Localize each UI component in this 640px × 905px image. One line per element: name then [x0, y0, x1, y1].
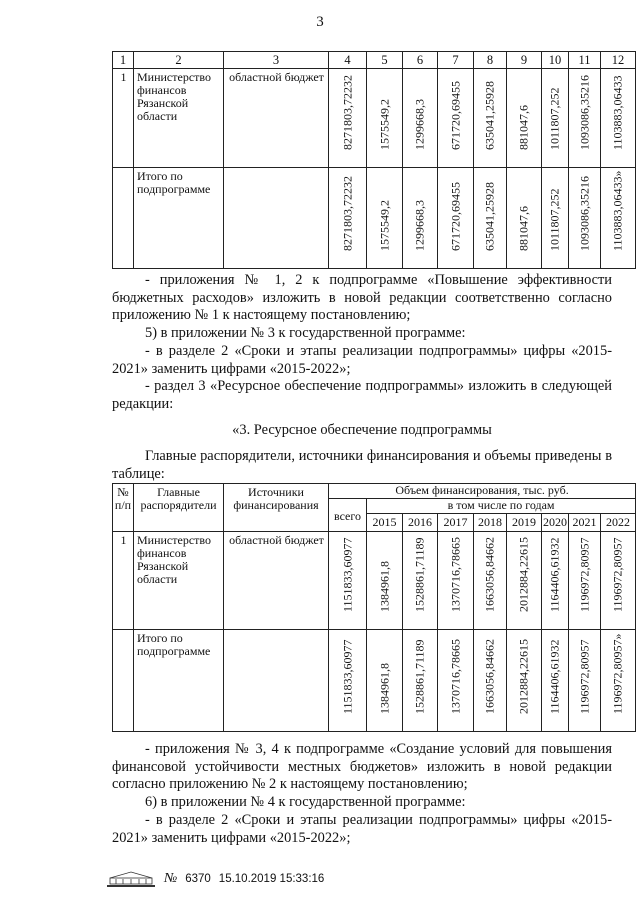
value-cell: 8271803,72232: [340, 176, 354, 251]
col-number: 11: [569, 52, 601, 69]
value-cell: 2012884,22615: [516, 639, 531, 714]
value-cell: 671720,69455: [448, 81, 462, 150]
header-by-years: в том числе по годам: [367, 499, 636, 514]
paragraph: - в разделе 2 «Сроки и этапы реализации подпрограммы» цифры «2015-2021» заменить цифрами «2015-2022»;: [112, 343, 612, 377]
value-cell: 1384961,8: [377, 663, 391, 714]
col-number: 5: [367, 52, 403, 69]
row-org: Министерство финансов Рязанской области: [134, 69, 224, 168]
funding-table: [112, 483, 636, 732]
row-org: Министерство финансов Рязанской области: [134, 532, 224, 630]
row-source: [224, 168, 329, 269]
value-cell: 881047,6: [516, 105, 531, 150]
value-cell: 1384961,8: [377, 561, 391, 612]
paragraph: 5) в приложении № 3 к государственной программе:: [145, 325, 466, 341]
row-number: 1: [113, 69, 134, 168]
value-cell: 1011807,252: [547, 188, 562, 251]
header-num: № п/п: [113, 484, 134, 532]
col-number: 12: [601, 52, 636, 69]
funding-table-continued: [112, 51, 636, 269]
header-org: Главные распорядители: [134, 484, 224, 532]
value-cell: 1528861,71189: [412, 639, 427, 714]
paragraph: 6) в приложении № 4 к государственной программе:: [145, 794, 466, 810]
value-cell: 1575549,2: [377, 200, 391, 251]
paragraph: - приложения № 3, 4 к подпрограмме «Создание условий для повышения финансовой устойчивости местных бюджетов» изложить в новой редакции согласно приложению № 2 к настоящему постановлению;: [112, 741, 612, 792]
value-cell: 1196972,80957: [577, 537, 591, 612]
government-building-icon: [106, 870, 156, 888]
table-row: [113, 532, 636, 630]
value-cell: 1151833,60977: [340, 537, 354, 612]
value-cell: 8271803,72232: [340, 75, 354, 150]
value-cell: 1164406,61932: [547, 639, 562, 714]
value-cell: 1196972,80957: [577, 639, 591, 714]
row-source: областной бюджет: [224, 69, 329, 168]
value-cell: 635041,25928: [482, 182, 497, 251]
value-cell: 1663056,84662: [482, 537, 497, 612]
value-cell: 1103883,06433: [610, 75, 625, 150]
year-header: 2021: [569, 514, 601, 532]
value-cell: 1663056,84662: [482, 639, 497, 714]
column-number-row: [113, 52, 636, 69]
section-heading: «3. Ресурсное обеспечение подпрограммы: [232, 422, 492, 438]
value-cell: 1164406,61932: [547, 537, 562, 612]
header-total: всего: [329, 499, 367, 532]
paragraph: - в разделе 2 «Сроки и этапы реализации подпрограммы» цифры «2015-2021» заменить цифрами «2015-2022»;: [112, 812, 612, 846]
value-cell: 1299668,3: [412, 200, 427, 251]
value-cell: 671720,69455: [448, 182, 462, 251]
signature-mark-icon: №: [164, 871, 178, 886]
value-cell: 1093086,35216: [577, 176, 591, 251]
footer: [106, 870, 324, 888]
year-header: 2022: [601, 514, 636, 532]
year-header: 2018: [474, 514, 507, 532]
row-number: [113, 168, 134, 269]
table-row: [113, 630, 636, 732]
row-org: Итого по подпрограмме: [134, 630, 224, 732]
row-org: Итого по подпрограмме: [134, 168, 224, 269]
value-cell: 1299668,3: [412, 99, 427, 150]
table-row: [113, 168, 636, 269]
value-cell: 1575549,2: [377, 99, 391, 150]
value-cell: 1196972,80957»: [610, 633, 625, 714]
year-header: 2019: [507, 514, 542, 532]
value-cell: 1528861,71189: [412, 537, 427, 612]
document-datetime: 15.10.2019 15:33:16: [218, 873, 325, 885]
col-number: 1: [113, 52, 134, 69]
value-cell: 1011807,252: [547, 87, 562, 150]
paragraph: Главные распорядители, источники финансирования и объемы приведены в таблице:: [112, 448, 612, 482]
paragraph: - приложения № 1, 2 к подпрограмме «Повышение эффективности бюджетных расходов» изложить в новой редакции соответственно согласно приложению № 1 к настоящему постановлению;: [112, 272, 612, 323]
document-number: 6370: [185, 873, 211, 885]
value-cell: 1103883,06433»: [610, 170, 625, 251]
col-number: 8: [474, 52, 507, 69]
col-number: 4: [329, 52, 367, 69]
row-number: 1: [113, 532, 134, 630]
paragraph: - раздел 3 «Ресурсное обеспечение подпрограммы» изложить в следующей редакции:: [112, 378, 612, 412]
page-number: 3: [316, 14, 324, 30]
header-volume: Объем финансирования, тыс. руб.: [329, 484, 636, 499]
year-header: 2017: [438, 514, 474, 532]
year-header: 2015: [367, 514, 403, 532]
col-number: 10: [542, 52, 569, 69]
col-number: 6: [403, 52, 438, 69]
row-source: областной бюджет: [224, 532, 329, 630]
value-cell: 635041,25928: [482, 81, 497, 150]
col-number: 2: [134, 52, 224, 69]
table-row: [113, 69, 636, 168]
value-cell: 2012884,22615: [516, 537, 531, 612]
value-cell: 1093086,35216: [577, 75, 591, 150]
col-number: 3: [224, 52, 329, 69]
col-number: 9: [507, 52, 542, 69]
value-cell: 881047,6: [516, 206, 531, 251]
year-header: 2016: [403, 514, 438, 532]
year-header: 2020: [542, 514, 569, 532]
value-cell: 1196972,80957: [610, 537, 625, 612]
row-source: [224, 630, 329, 732]
header-source: Источники финансирования: [224, 484, 329, 532]
value-cell: 1370716,78665: [448, 639, 462, 714]
col-number: 7: [438, 52, 474, 69]
value-cell: 1370716,78665: [448, 537, 462, 612]
row-number: [113, 630, 134, 732]
value-cell: 1151833,60977: [340, 639, 354, 714]
